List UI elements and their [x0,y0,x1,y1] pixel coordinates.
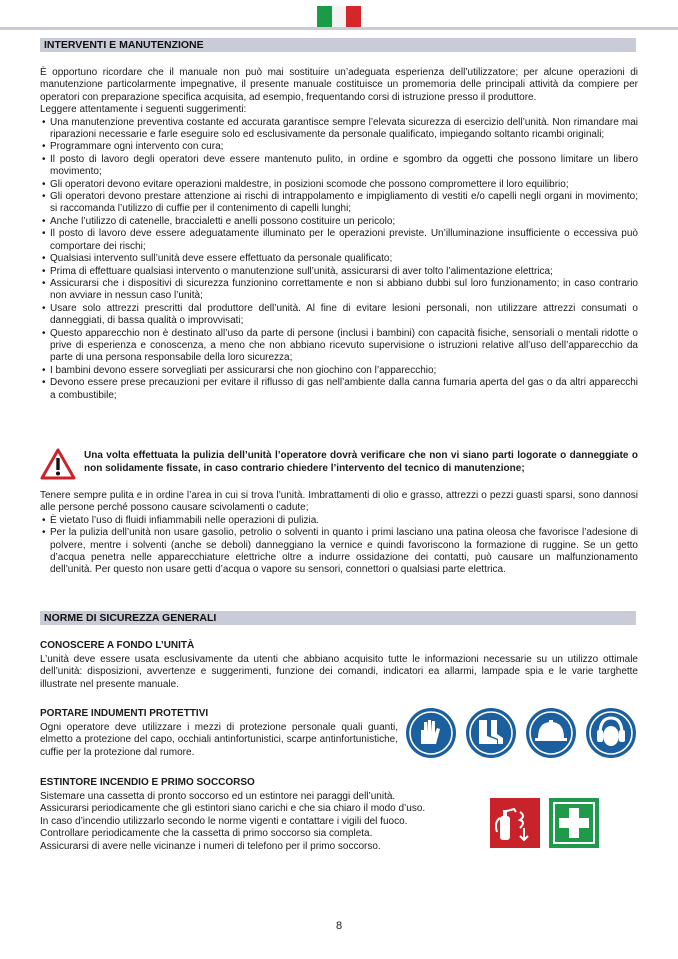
fire-line: Assicurarsi di avere nelle vicinanze i numeri di telefono per il primo soccorso. [40,840,381,852]
maintenance-intro: È opportuno ricordare che il manuale non può mai sostituire un’adeguata esperienza dell’utilizzatore; per alcune operazioni di manutenzione particolarmente impegnative, il presente manuale costituisce un promemoria delle principali attività da compiere per operatori con preparazione specifica acquisita, ad esempio, frequentando corsi di istruzione presso il produttore. [40,67,638,103]
list-item: • Qualsiasi intervento sull’unità deve essere effettuato da personale qualificato; [40,253,638,265]
fire-heading: ESTINTORE INCENDIO E PRIMO SOCCORSO [40,777,255,788]
ppe-heading: PORTARE INDUMENTI PROTETTIVI [40,708,209,719]
warning-box [40,448,638,484]
know-unit-block [40,640,638,691]
list-item: • Assicurarsi che i dispositivi di sicurezza funzionino correttamente e non si abbiano dubbi sul loro funzionamento; in caso contrario non avviare in nessun caso l’unità; [40,278,638,303]
list-item: • Gli operatori devono prestare attenzione ai rischi di intrappolamento e impigliamento di vestiti e/o capelli negli organi in movimento; si raccomanda l’utilizzo di cuffie per il contenimento di capelli lunghi; [40,191,638,216]
list-item: • Una manutenzione preventiva costante ed accurata garantisce sempre l’elevata sicurezza di esercizio dell’unità. Non rimandare mai riparazioni necessarie e farle eseguire solo ed esclusivamente da personale qualificato, impiegando soltanto ricambi originali; [40,117,638,142]
list-item: • Gli operatori devono evitare operazioni maldestre, in posizioni scomode che possono compromettere il loro equilibrio; [40,179,638,191]
section-title-maintenance: INTERVENTI E MANUTENZIONE [40,38,636,52]
list-item: • Devono essere prese precauzioni per evitare il riflusso di gas nell’ambiente dalla canna fumaria aperta del gas o da altri apparecchi a combustibile; [40,377,638,402]
fire-line: In caso d’incendio utilizzarlo secondo le norme vigenti e contattare i vigili del fuoco. [40,815,408,827]
maintenance-body [40,67,638,402]
cleaning-intro: Tenere sempre pulita e in ordine l’area in cui si trova l’unità. Imbrattamenti di olio e grasso, attrezzi o pezzi guasti sparsi, sono dannosi alle persone perché possono causare scivolamenti o cadute; [40,490,638,514]
section-title-safety: NORME DI SICUREZZA GENERALI [40,611,636,625]
list-item: • Usare solo attrezzi prescritti dal produttore dell’unità. Al fine di evitare lesioni personali, non utilizzare attrezzi consumati o danneggiati, di bassa qualità o improvvisati; [40,303,638,328]
warning-triangle-icon [40,448,76,480]
list-item: • I bambini devono essere sorvegliati per assicurarsi che non giochino con l’apparecchio; [40,365,638,377]
fire-extinguisher-icon [490,798,540,848]
list-item: • Il posto di lavoro degli operatori deve essere mantenuto pulito, in ordine e sgombro da oggetti che possono limitare un libero movimento; [40,154,638,179]
list-item: • Programmare ogni intervento con cura; [40,141,638,153]
page-number: 8 [335,920,343,932]
ear-protection-icon [586,708,636,758]
list-item: • Prima di effettuare qualsiasi intervento o manutenzione sull’unità, assicurarsi di aver tolto l’alimentazione elettrica; [40,266,638,278]
gloves-icon [406,708,456,758]
list-item: • Per la pulizia dell’unità non usare gasolio, petrolio o solventi in quanto i primi lasciano una patina oleosa che favorisce l’adesione di polvere, mentre i solventi (anche se deboli) danneggiano la vernice e quindi favoriscono la formazione di ruggine. Se un getto d’acqua penetra nelle apparecchiature elettriche oltre a indurre ossidazione dei contatti, può causare un malfunzionamento dell’unità. Per questo non usare getti d’acqua o vapore su sensori, connettori o qualsiasi parte elettrica. [40,527,638,577]
list-item: • Il posto di lavoro deve essere adeguatamente illuminato per le operazioni previste. Un’illuminazione insufficiente o eccessiva può comportare dei rischi; [40,228,638,253]
italian-flag-icon [317,6,361,27]
list-item: • È vietato l’uso di fluidi infiammabili nelle operazioni di pulizia. [40,515,638,527]
maintenance-lead: Leggere attentamente i seguenti suggerimenti: [40,104,247,116]
cleaning-body [40,490,638,577]
safety-boots-icon [466,708,516,758]
header-rule [0,27,678,30]
fire-first-aid-block [40,777,480,853]
know-unit-text: L’unità deve essere usata esclusivamente da utenti che abbiano acquisito tutte le informazioni necessarie su un utilizzo ottimale dell’unità: disposizioni, avvertenze e suggerimenti, funzione dei comandi, indicatori ea allarmi, lampade spia e le varie targhette illustrate nel presente manuale. [40,654,638,690]
list-item: • Anche l’utilizzo di catenelle, braccialetti e anelli possono costituire un pericolo; [40,216,638,228]
first-aid-icon [549,798,599,848]
fire-line: Sistemare una cassetta di pronto soccorso ed un estintore nei paraggi dell’unità. [40,791,396,802]
list-item: • Questo apparecchio non è destinato all’uso da parte di persone (inclusi i bambini) con capacità fisiche, sensoriali o mentali ridotte o prive di esperienza e conoscenza, a meno che non abbiano ricevuto supervisione o istruzioni relative all’uso dell’apparecchio da parte di una persona responsabile della loro sicurezza; [40,328,638,365]
helmet-icon [526,708,576,758]
ppe-block [40,708,398,759]
cleaning-bullets [40,515,638,577]
ppe-text: Ogni operatore deve utilizzare i mezzi di protezione personale quali guanti, elmetto a protezione del capo, occhiali antinfortunistici, scarpe antinfortunistiche, cuffie per la protezione dal rumore. [40,722,398,758]
fire-line: Controllare periodicamente che la cassetta di primo soccorso sia completa. [40,828,373,840]
know-unit-heading: CONOSCERE A FONDO L’UNITÀ [40,640,195,651]
maintenance-bullets [40,117,638,402]
fire-line: Assicurarsi periodicamente che gli estintori siano carichi e che sia chiaro il modo d’uso. [40,803,426,815]
warning-text: Una volta effettuata la pulizia dell’unità l’operatore dovrà verificare che non vi siano parti logorate o danneggiate o non solidamente fissate, in caso contrario chiedere l’intervento del tecnico di manutenzione; [84,450,638,474]
